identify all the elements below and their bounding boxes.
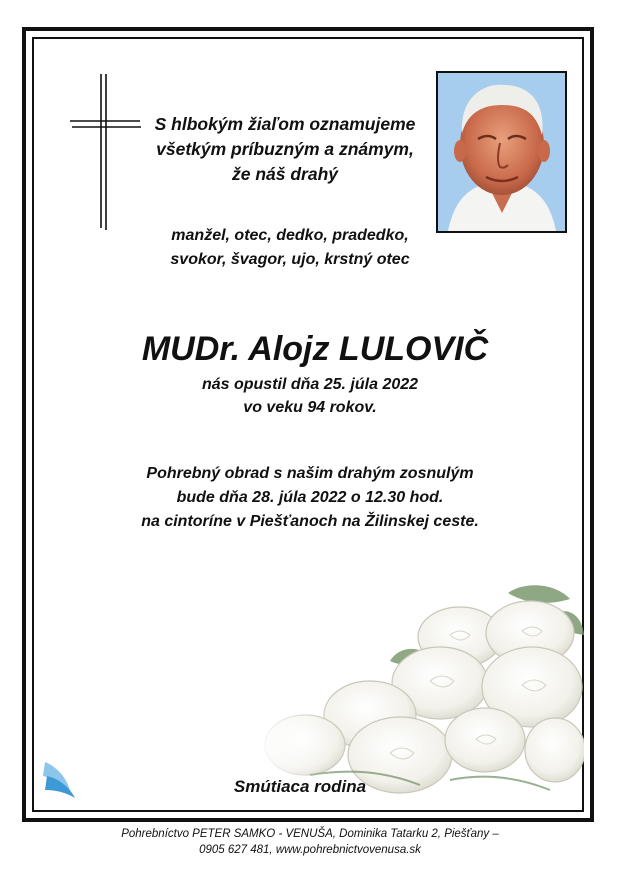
passed-line: nás opustil dňa 25. júla 2022 xyxy=(201,376,419,393)
footer-line-address: Pohrebníctvo PETER SAMKO - VENUŠA, Dominika Tatarku 2, Piešťany – xyxy=(121,828,499,840)
relations-text xyxy=(120,224,460,272)
footer-line-contact: 0905 627 481, www.pohrebnictvovenusa.sk xyxy=(199,844,421,856)
funeral-home-footer xyxy=(0,826,620,858)
portrait-photo xyxy=(436,71,567,233)
white-roses-image xyxy=(250,575,584,807)
relations-line: manžel, otec, dedko, pradedko, xyxy=(171,227,409,244)
relations-line: svokor, švagor, ujo, krstný otec xyxy=(170,251,410,268)
funeral-line: Pohrebný obrad s našim drahým zosnulým xyxy=(146,465,474,482)
mourning-family-signature: Smútiaca rodina xyxy=(233,777,367,796)
intro-text xyxy=(120,112,450,187)
funeral-line: bude dňa 28. júla 2022 o 12.30 hod. xyxy=(176,489,444,506)
passed-away-text xyxy=(0,373,620,419)
funeral-info xyxy=(0,462,620,534)
funeral-line: na cintoríne v Piešťanoch na Žilinskej ceste. xyxy=(141,513,479,530)
intro-line: všetkým príbuzným a známym, xyxy=(156,139,414,159)
intro-line: že náš drahý xyxy=(231,164,339,184)
passed-line: vo veku 94 rokov. xyxy=(243,399,377,416)
deceased-name: MUDr. Alojz LULOVIČ xyxy=(141,330,489,368)
intro-line: S hlbokým žiaľom oznamujeme xyxy=(154,114,416,134)
